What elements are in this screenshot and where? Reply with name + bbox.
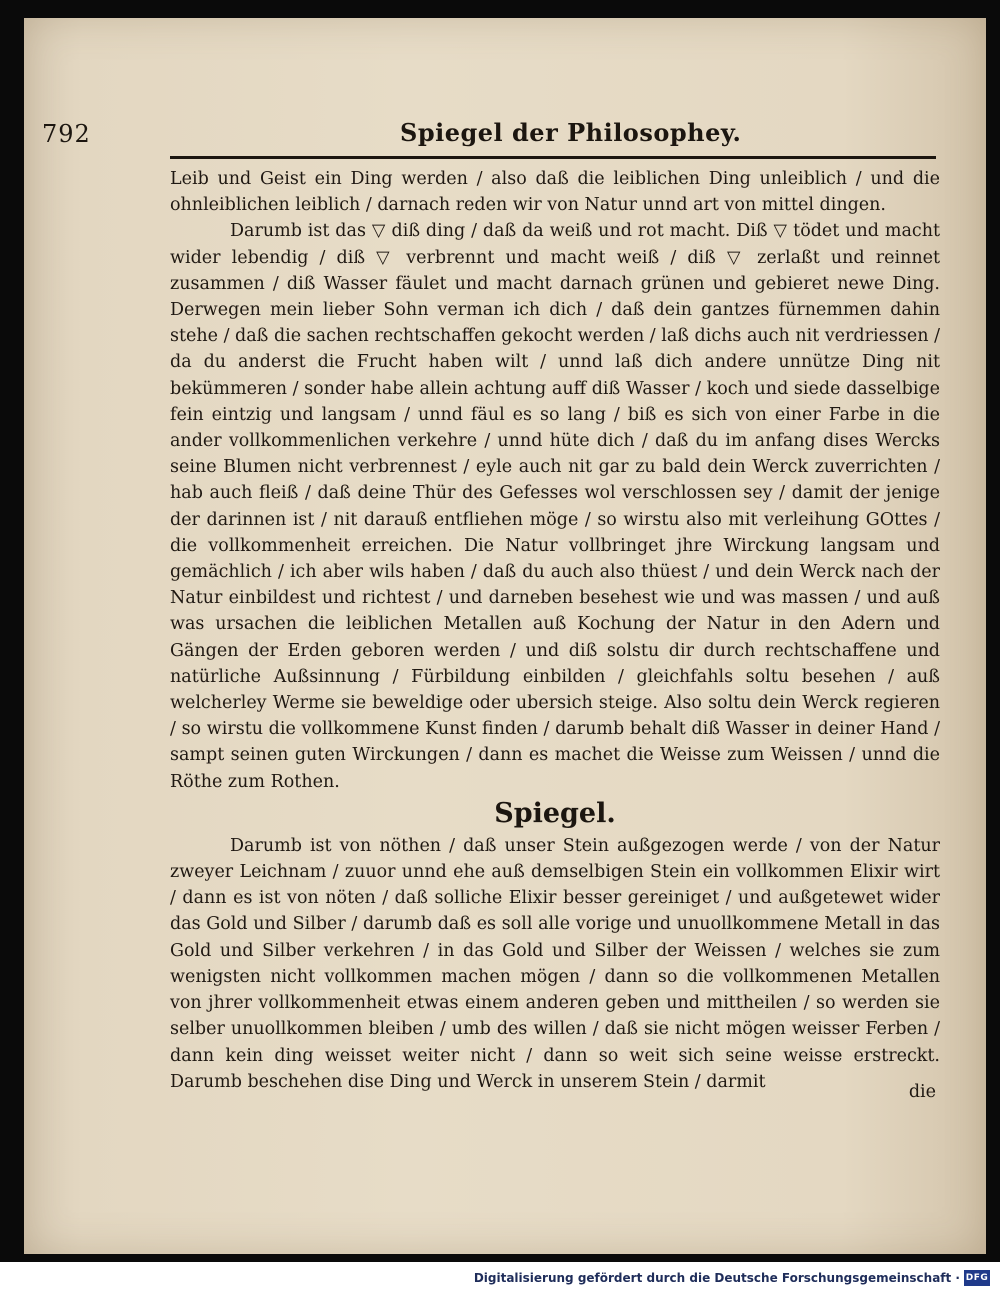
funding-credit: Digitalisierung gefördert durch die Deutsche Forschungsgemeinschaft · (473, 1271, 960, 1285)
paragraph-2: Darumb ist das ▽ diß ding / daß da weiß und rot macht. Diß ▽ tödet und macht wider lebendig / diß ▽ verbrennt und macht weiß / diß ▽ zerlaßt und reinnet zusammen / diß Wasser fäulet und macht darnach grünen und gebieret newe Ding. Derwegen mein lieber Sohn verman ich dich / daß dein gantzes fürnemmen dahin stehe / daß die sachen rechtschaffen gekocht werden / laß dichs auch nit verdriessen / da du anderst die Frucht haben wilt / unnd laß dich andere unnütze Ding nit bekümmeren / sonder habe allein achtung auff diß Wasser / koch und siede dasselbige fein eintzig und langsam / unnd fäul es so lang / biß es sich von einer Farbe in die ander vollkommenlichen verkehre / unnd hüte dich / daß du im anfang dises Wercks seine Blumen nicht verbrennest / eyle auch nit gar zu bald dein Werck zuverrichten / hab auch fleiß / daß deine Thür des Gefesses wol verschlossen sey / damit der jenige der darinnen ist / nit darauß entfliehen möge / so wirstu also mit verleihung GOttes / die vollkommenheit erreichen. Die Natur vollbringet jhre Wirckung langsam und gemächlich / ich aber wils haben / daß du auch also thüest / und dein Werck nach der Natur einbildest und richtest / und darneben besehest wie und was massen / und auß was ursachen die leiblichen Metallen auß Kochung der Natur in den Adern und Gängen der Erden geboren werden / und diß solstu dir durch rechtschaffene und natürliche Außsinnung / Fürbildung einbilden / gleichfahls soltu besehen / auß welcherley Werme sie beweldige oder ubersich steige. Also soltu dein Werck regieren / so wirstu die vollkommene Kunst finden / darumb behalt diß Wasser in deiner Hand / sampt seinen guten Wirckungen / dann es machet die Weisse zum Weissen / unnd die Röthe zum Rothen. (170, 221, 940, 792)
running-title: Spiegel der Philosophey. (400, 118, 742, 147)
paragraph-1: Leib und Geist ein Ding werden / also daß die leiblichen Ding unleiblich / und die ohnleiblichen leiblich / darnach reden wir von Natur unnd art von mittel dingen. (170, 169, 940, 216)
dfg-logo-icon: DFG (964, 1270, 990, 1286)
header-rule (170, 156, 936, 159)
body-text (170, 166, 940, 1095)
section-heading: Spiegel. (494, 797, 616, 829)
page-number: 792 (42, 120, 91, 148)
scan-border (986, 0, 1000, 1260)
paragraph-3: Darumb ist von nöthen / daß unser Stein außgezogen werde / von der Natur zweyer Leichnam / zuuor unnd ehe auß demselbigen Stein ein vollkommen Elixir wirt / dann es ist von nöten / daß solliche Elixir besser gereiniget / und außgetewet wider das Gold und Silber / darumb daß es soll alle vorige und unuollkommene Metall in das Gold und Silber verkehren / in das Gold und Silber der Weissen / welches sie zum wenigsten nicht vollkommen machen mögen / dann so die vollkommenen Metallen von jhrer vollkommenheit etwas einem anderen geben und mittheilen / so werden sie selber unuollkommen bleiben / umb des willen / daß sie nicht mögen weisser Ferben / dann kein ding weisset weiter nicht / dann so weit sich seine weisse erstreckt. Darumb beschehen dise Ding und Werck in unserem Stein / darmit (170, 835, 940, 1092)
catchword: die (908, 1082, 936, 1102)
